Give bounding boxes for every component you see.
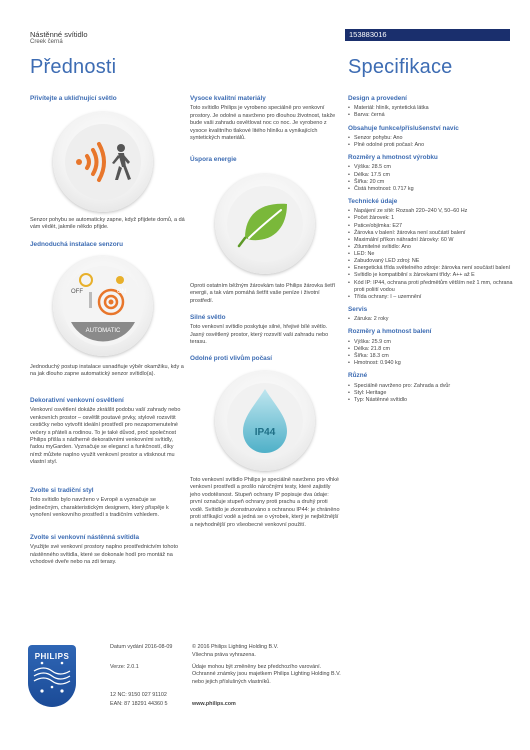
spec-item: • Délka: 21.8 cm (348, 346, 513, 353)
specs-title: Specifikace (348, 56, 453, 78)
feature-materials (190, 95, 340, 142)
spec-item: • Kód IP: IP44, ochrana proti předmětům větším než 1 mm, ochrana proti poliití vodou (348, 280, 513, 294)
spec-column (348, 95, 513, 409)
spec-product-dimensions-title: Rozměry a hmotnost výrobku (348, 154, 438, 162)
spec-item: • Materiál: hliník, syntetická látka (348, 105, 513, 112)
release-date: Datum vydání 2016-08-09 (110, 644, 173, 650)
switch-off-label: OFF (71, 289, 83, 295)
feature-install-text: Jednoduchý postup instalace usnadňuje výběr okamžiku, kdy a na jak dlouho zapne automatický senzor svítidlo(a). (30, 364, 184, 378)
rights-reserved: Všechna práva vyhrazena. (192, 652, 256, 658)
spec-item: • Žárovka v balení: žárovka není součástí balení (348, 230, 513, 237)
spec-package-dimensions (348, 328, 513, 367)
spec-misc-title: Různé (348, 372, 368, 380)
motion-sensor-illustration (53, 112, 153, 212)
spec-item: • Hmotnost: 0.940 kg (348, 360, 513, 367)
feature-traditional-text: Toto svítidlo bylo navrženo v Evropě a vyznačuje se jedinečným, charakteristickým designem, který přispěje k vynoření venkovního prostředí s tradičním vzhledem. (30, 497, 169, 519)
feature-welcome (30, 95, 185, 105)
philips-wordmark: PHILIPS (34, 652, 70, 661)
twelve-nc: 12 NC: 9150 027 91102 (110, 692, 167, 698)
feature-strong-light (190, 314, 340, 347)
spec-item: • Plně odolné proti počasí: Ano (348, 142, 513, 149)
feature-strong-light-text: Toto venkovní svítidlo poskytuje silné, hřejivé bílé světlo. Jasný osvětlený prostor, který rozsvítí vaši zahradu nebo terasu. (190, 324, 329, 346)
spec-item: • Styl: Heritage (348, 390, 513, 397)
switch-auto-label: AUTOMATIC (85, 328, 121, 334)
spec-item: • Ztlumitelné svítidlo: Ano (348, 244, 513, 251)
ip44-illustration (215, 371, 315, 471)
feature-energy-body (190, 283, 340, 305)
product-code: 153883016 (345, 29, 510, 41)
feature-decorative-title: Dekorativní venkovní osvětlení (30, 397, 124, 404)
feature-decorative-text: Venkovní osvětlení dokáže zkrášlit podobu vaší zahrady nebo venkovních prostor – osvětlit poutavé prvky, stylově rozsvítit cestičky nebo vytvořit ideální prostředí pro nezapomenutelné večery s přáteli a rodinou. To je také důvod, proč společnost Philips přišla s nádherně dekorativními venkovními svítidly, řadou myGarden. Vyznačuje se elegancí a funkčností, díky nímž můžete naplno využít venkovní prostor a vtisknout mu vlastní styl. (30, 407, 181, 466)
product-variant: Creek černá (30, 39, 63, 45)
features-title: Přednosti (30, 56, 117, 78)
disclaimer: Údaje mohou být změněny bez předchozího varování. Ochranné známky jsou majetkem Philips Lighting Holding B.V. nebo jejich příslušných vlastníků. (192, 664, 341, 685)
feature-welcome-title: Přivítejte a ukliďnující světlo (30, 95, 117, 102)
feature-decorative (30, 397, 185, 467)
feature-weatherproof-text: Toto venkovní svítidlo Philips je speciálně navrženo pro vlhké venkovní prostředí a prošlo náročnými testy, které zajistily jeho vodotěsnost. Stupeň ochrany IP popisuje dva údaje: první označuje stupeň ochrany proti prachu a druhý proti vodě. Svítidlo je zkonstruováno s ochranou IP44: je chráněno proti stříkající vodě a jedná se o výrobek, který je nejběžnější a nejvhodnější pro všeobecné venkovní použití. (190, 477, 340, 528)
spec-extras-title: Obsahuje funkce/příslušenství navíc (348, 124, 459, 132)
feature-wall-lights-title: Zvolte si venkovní nástěnná svítidla (30, 534, 140, 541)
spec-item: • LED: Ne (348, 251, 513, 258)
ean-code: EAN: 87 18291 44360 5 (110, 701, 168, 707)
spec-item: • Třída ochrany: I – uzemnění (348, 294, 513, 301)
water-drop-icon (215, 371, 315, 471)
spec-item: • Šířka: 18.3 cm (348, 353, 513, 360)
spec-service-title: Servis (348, 305, 368, 313)
spec-service (348, 306, 513, 323)
feature-energy-text: Oproti ostatním běžným žárovkám tato Philips žárovka šetří energii, a tak vám pomáhá šetřit vaše peníze i životní prostředí. (190, 283, 336, 304)
switch-on-label: ON (117, 289, 126, 295)
spec-design (348, 95, 513, 120)
spec-product-dimensions (348, 154, 513, 193)
spec-item: • Typ: Nástěnné svítidlo (348, 397, 513, 404)
feature-wall-lights (30, 534, 185, 567)
version: Verze: 2.0.1 (110, 664, 139, 670)
copyright: © 2016 Philips Lighting Holding B.V. (192, 644, 279, 650)
spec-design-title: Design a provedení (348, 95, 407, 102)
spec-item: • Napájení ze sítě: Rozsah 220–240 V, 50–60 Hz (348, 208, 513, 215)
spec-item: • Senzor pohybu: Ano (348, 135, 513, 142)
spec-item: • Svítidlo je kompatibilní s žárovkami třídy: A++ až E (348, 272, 513, 279)
spec-extras (348, 125, 513, 150)
spec-item: • Čistá hmotnost: 0.717 kg (348, 186, 513, 193)
product-name: Nástěnné svítidlo (30, 30, 88, 39)
feature-install-title: Jednoduchá instalace senzoru (30, 241, 124, 248)
spec-item: • Barva: černá (348, 112, 513, 119)
feature-weatherproof (190, 355, 340, 365)
energy-saving-illustration (215, 174, 315, 274)
feature-welcome-body (30, 217, 185, 232)
switch-dial-icon (53, 256, 153, 356)
spec-item: • Šířka: 20 cm (348, 179, 513, 186)
feature-strong-light-title: Silné světlo (190, 314, 226, 321)
spec-technical (348, 198, 513, 301)
auto-switch-illustration (53, 256, 153, 356)
feature-welcome-text: Senzor pohybu se automaticky zapne, když přijdete domů, a dá vám vědět, jakmile někdo přijde. (30, 217, 185, 231)
spec-item: • Speciálně navrženo pro: Zahrada a dvůr (348, 383, 513, 390)
spec-item: • Energetická třída světelného zdroje: žárovka není součástí balení (348, 265, 513, 272)
feature-install (30, 241, 185, 251)
spec-item: • Maximální příkon náhradní žárovky: 60 W (348, 237, 513, 244)
motion-sensor-icon (53, 112, 153, 212)
spec-technical-title: Technické údaje (348, 197, 398, 205)
feature-energy-title: Úspora energie (190, 156, 237, 163)
spec-item: • Počet žárovek: 1 (348, 215, 513, 222)
spec-item: • Patice/objímka: E27 (348, 223, 513, 230)
feature-materials-text: Toto svítidlo Philips je vyrobeno speciálně pro venkovní prostory. Je odolné a navrženo pro dlouhou životnost, takže bude vaši zahradu osvětlovat noc co noc. Je vyrobeno z vysoce kvalitního tlakové litého hliníku a vynikajících syntetických materiálů. (190, 105, 336, 142)
feature-install-body (30, 364, 185, 379)
ip44-badge: IP44 (254, 427, 276, 438)
spec-item: • Zabudovaný LED zdroj: NE (348, 258, 513, 265)
feature-materials-title: Vysoce kvalitní materiály (190, 95, 266, 102)
spec-item: • Délka: 17.5 cm (348, 172, 513, 179)
feature-energy (190, 156, 340, 166)
feature-weatherproof-title: Odolné proti vlivům počasí (190, 355, 273, 362)
spec-item: • Výška: 28.5 cm (348, 164, 513, 171)
spec-package-dimensions-title: Rozměry a hmotnost balení (348, 328, 432, 336)
spec-item: • Výška: 25.9 cm (348, 339, 513, 346)
website-link[interactable]: www.philips.com (192, 701, 236, 707)
feature-weatherproof-body (190, 477, 340, 529)
feature-traditional (30, 487, 185, 520)
feature-traditional-title: Zvolte si tradiční styl (30, 487, 94, 494)
spec-misc (348, 372, 513, 404)
feature-wall-lights-text: Využijte své venkovní prostory naplno prostřednictvím tohoto nástěnného svítidla, které se dokonale hodí pro montáž na vchodové dveře nebo na zdi terasy. (30, 544, 179, 566)
spec-item: • Záruka: 2 roky (348, 316, 513, 323)
leaf-icon (215, 174, 315, 274)
